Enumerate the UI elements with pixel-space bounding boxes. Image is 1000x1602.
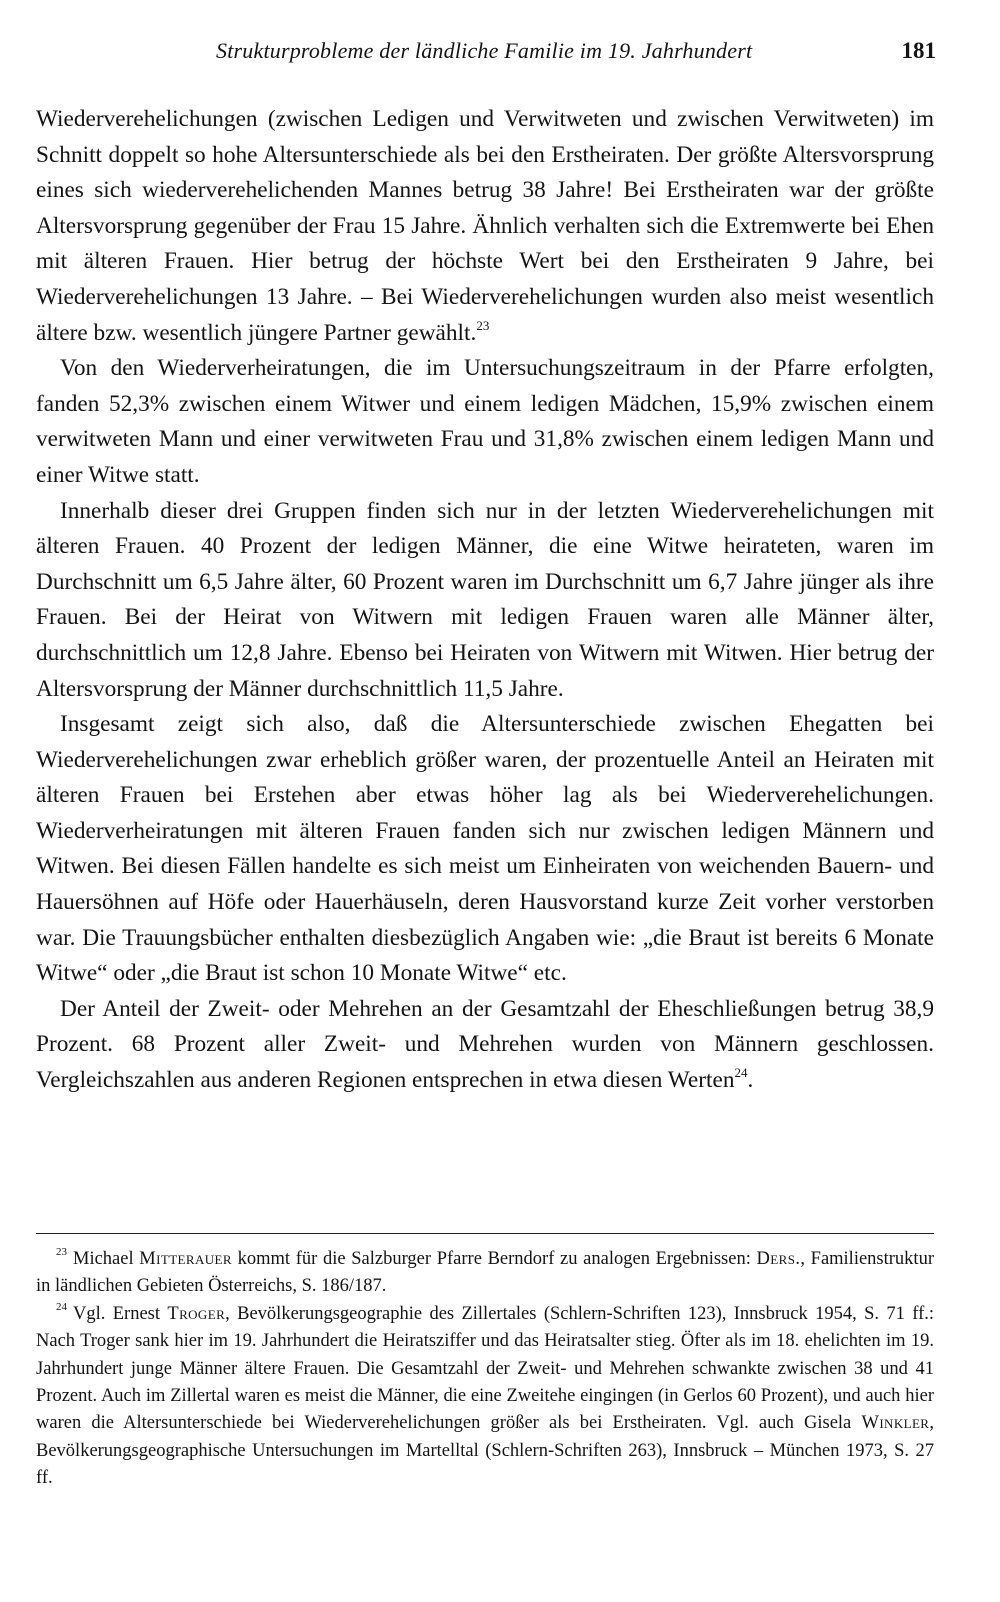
footnote-text: , Bevölkerungsgeographische Untersuchungen im Martelltal (Schlern-Schriften 263), Innsbruck – München 1973, S. 27 ff.: [36, 1413, 934, 1489]
footnote-23: [36, 1246, 934, 1301]
paragraph-end: .: [747, 1067, 754, 1094]
author-abbrev: Ders.: [756, 1249, 801, 1269]
page-number: 181: [901, 38, 936, 63]
running-title: Strukturprobleme der ländliche Familie im 19. Jahrhundert: [216, 38, 753, 63]
author-name: Troger: [167, 1303, 226, 1324]
paragraph: [36, 102, 934, 351]
paragraph-text: Der Anteil der Zweit- oder Mehrehen an der Gesamtzahl der Eheschließungen betrug 38,9 Prozent. 68 Prozent aller Zweit- und Mehrehen wurden von Männern geschlossen. Vergleichszahlen aus anderen Regionen entsprechen in etwa diesen Werten: [36, 995, 934, 1094]
paragraph: Von den Wiederverheiratungen, die im Untersuchungszeitraum in der Pfarre erfolgten, fanden 52,3% zwischen einem Witwer und einem ledigen Mädchen, 15,9% zwischen einem verwitweten Mann und einer verwitweten Frau und 31,8% zwischen einem ledigen Mann und einer Witwe statt.: [36, 355, 934, 488]
footnote-text: , Bevölkerungsgeographie des Zillertales (Schlern-Schriften 123), Innsbruck 1954, S. 71 ff.: Nach Troger sank hier im 19. Jahrhundert die Heiratsziffer und das Heiratsalter stieg. Öfter als im 18. ehelichten im 19. Jahrhundert junge Männer ältere Frauen. Die Gesamtzahl der Zweit- und Mehrehen schwankte zwischen 38 und 41 Prozent. Auch im Zillertal waren es meist die Männer, die eine Zweitehe eingingen (in Gerlos 60 Prozent), und auch hier waren die Altersunterschiede bei Wiederverehelichungen größer als bei Erstheiraten. Vgl. auch Gisela: [36, 1303, 934, 1434]
footnote-text: Vgl. Ernest: [73, 1303, 168, 1324]
footnote-number: 23: [56, 1246, 67, 1258]
footnote-reference: 23: [476, 317, 490, 333]
author-name: Winkler: [861, 1413, 930, 1434]
footnote-text: Michael: [73, 1249, 140, 1269]
author-name: Mitterauer: [139, 1249, 232, 1269]
paragraph: Insgesamt zeigt sich also, daß die Altersunterschiede zwischen Ehegatten bei Wiederverehelichungen zwar erheblich größer waren, der prozentuelle Anteil an Heiraten mit älteren Frauen bei Erstehen aber etwas höher lag als bei Wiederverehelichungen. Wiederverheiratungen mit älteren Frauen fanden sich nur zwischen ledigen Männern und Witwen. Bei diesen Fällen handelte es sich meist um Einheiraten von weichenden Bauern- und Hauersöhnen auf Höfe oder Hauerhäuseln, deren Hausvorstand kurze Zeit vorher verstorben war. Die Trauungsbücher enthalten diesbezüglich Angaben wie: „die Braut ist bereits 6 Monate Witwe“ oder „die Braut ist schon 10 Monate Witwe“ etc.: [36, 711, 934, 987]
running-header: [36, 38, 936, 78]
footnotes: [36, 1246, 934, 1493]
footnote-number: 24: [56, 1300, 67, 1313]
footnote-text: kommt für die Salzburger Pfarre Berndorf zu analogen Ergebnissen:: [231, 1249, 757, 1269]
footnote-reference: 24: [734, 1065, 748, 1081]
main-text: [36, 102, 934, 1099]
paragraph-text: Wiederverehelichungen (zwischen Ledigen und Verwitweten und zwischen Verwitweten) im Schnitt doppelt so hohe Altersunterschiede als bei den Erstheiraten. Der größte Altersvorsprung eines sich wiederverehelichenden Mannes betrug 38 Jahre! Bei Erstheiraten war der größte Altersvorsprung gegenüber der Frau 15 Jahre. Ähnlich verhalten sich die Extremwerte bei Ehen mit älteren Frauen. Hier betrug der höchste Wert bei den Erstheiraten 9 Jahre, bei Wiederverehelichungen 13 Jahre. – Bei Wiederverehelichungen wurden also meist wesentlich ältere bzw. wesentlich jüngere Partner gewählt.: [36, 106, 934, 346]
footnote-text: , Familienstruktur in ländlichen Gebieten Österreichs, S. 186/187.: [36, 1249, 934, 1297]
footnote-divider: [36, 1233, 934, 1234]
paragraph: Innerhalb dieser drei Gruppen finden sich nur in der letzten Wiederverehelichungen mit älteren Frauen. 40 Prozent der ledigen Männer, die eine Witwe heirateten, waren im Durchschnitt um 6,5 Jahre älter, 60 Prozent waren im Durchschnitt um 6,7 Jahre jünger als ihre Frauen. Bei der Heirat von Witwern mit ledigen Frauen waren alle Männer älter, durchschnittlich um 12,8 Jahre. Ebenso bei Heiraten von Witwern mit Witwen. Hier betrug der Altersvorsprung der Männer durchschnittlich 11,5 Jahre.: [36, 497, 934, 702]
footnote-24: [36, 1301, 934, 1493]
paragraph: [36, 992, 934, 1099]
